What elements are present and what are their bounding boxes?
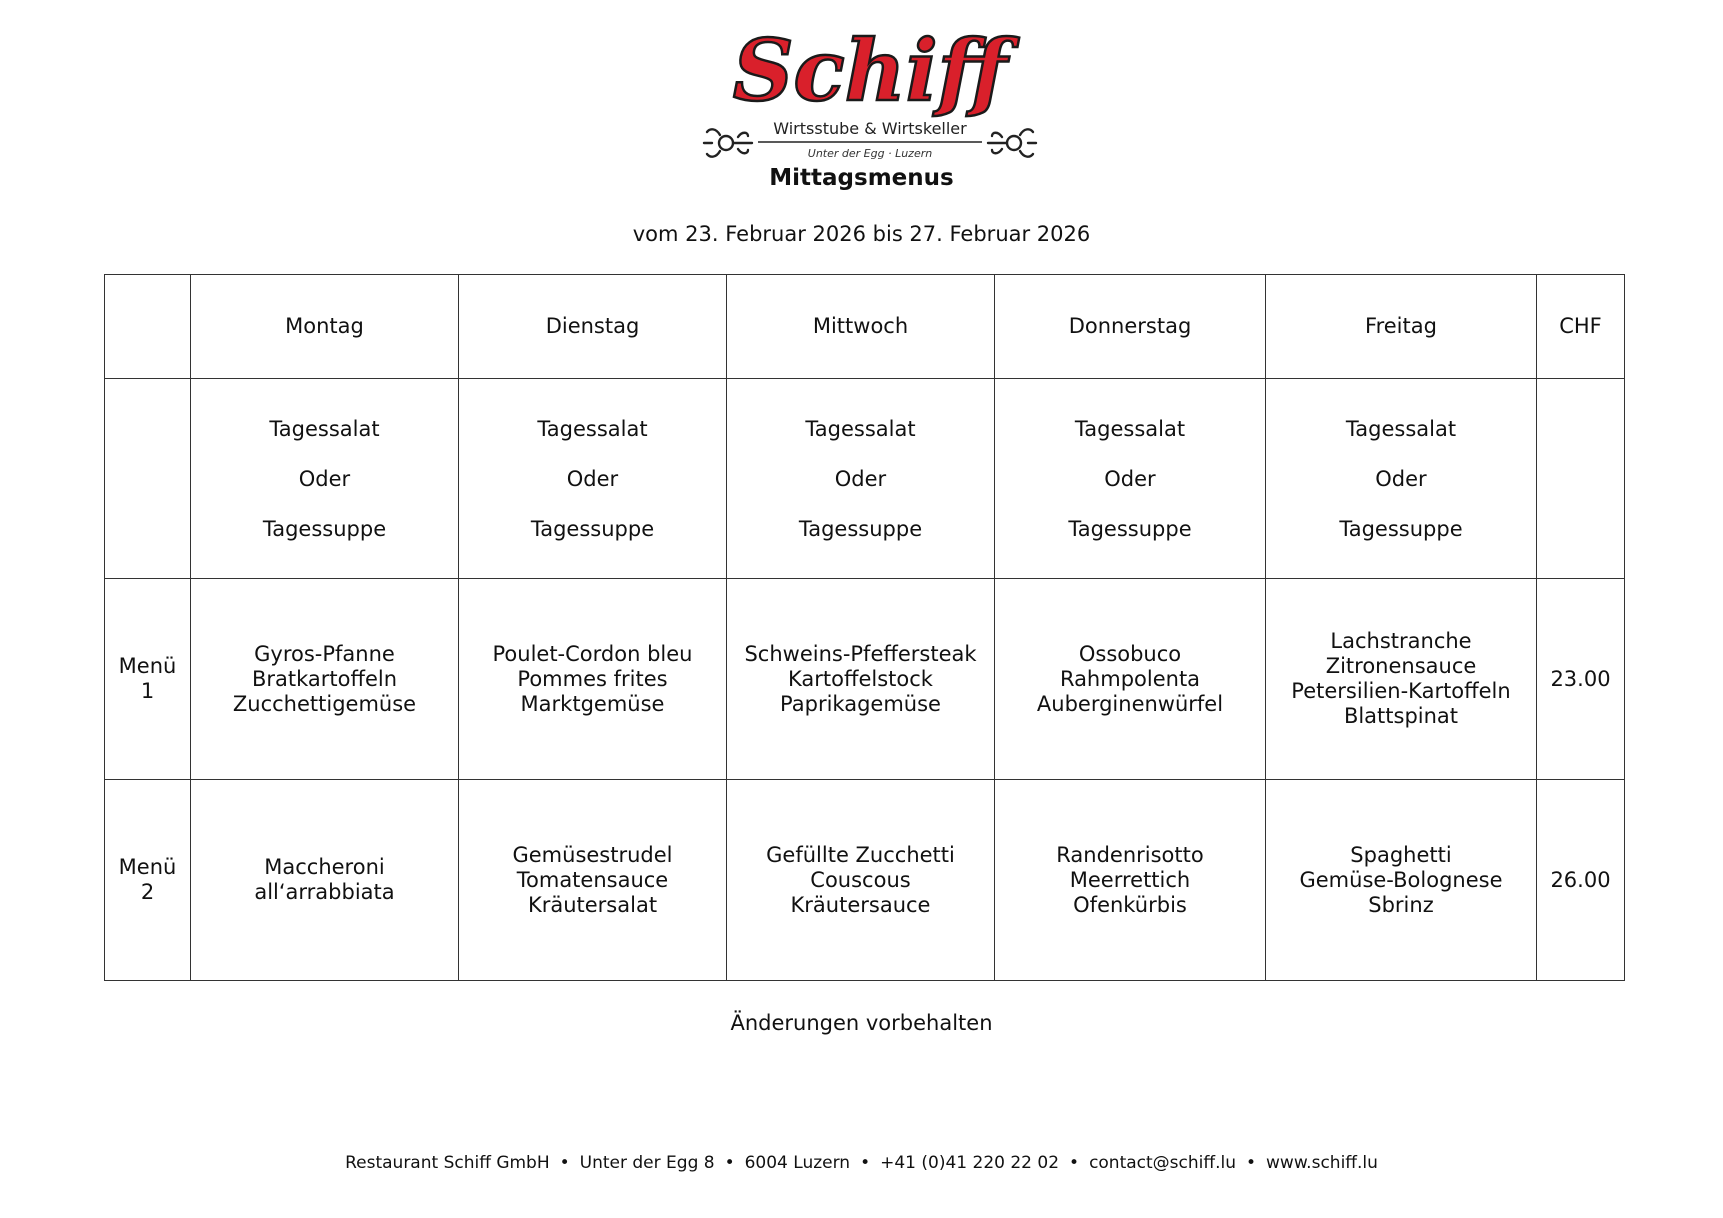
disclaimer: Änderungen vorbehalten [730,1011,993,1035]
menu-label-number: 2 [140,880,155,904]
starter-line: Tagessuppe [530,516,655,541]
dish-line: Zucchettigemüse [232,691,417,716]
dish-line: Pommes frites [517,666,668,691]
footer-website: www.schiff.lu [1266,1153,1378,1173]
menu-2-monday [191,780,459,981]
footer-separator: • [1069,1153,1080,1173]
ornament-left-icon [704,129,752,156]
dish-line: Paprikagemüse [780,691,941,716]
starter-cell-thursday [995,379,1266,579]
logo-location: Unter der Egg · Luzern [807,147,933,160]
starter-price [1537,379,1625,579]
dish-line: Poulet-Cordon bleu [492,641,693,666]
dish-line: Gyros-Pfanne [254,641,395,666]
menu-2-friday [1266,780,1537,981]
dish-line: Tomatensauce [516,867,669,892]
logo-graphic [700,18,1040,168]
menu-label-number: 1 [140,679,155,703]
dish-line: Schweins-Pfeffersteak [744,641,977,666]
logo-tagline: Wirtsstube & Wirtskeller [773,119,967,138]
table-header-row [105,275,1625,379]
dish-line: Kräutersalat [527,892,658,917]
footer-separator: • [1246,1153,1257,1173]
starter-line: Tagessuppe [798,516,923,541]
footer-city: 6004 Luzern [744,1153,851,1173]
footer-separator: • [860,1153,871,1173]
starter-row [105,379,1625,579]
dish-line: Ossobuco [1078,641,1182,666]
footer-company: Restaurant Schiff GmbH [345,1153,550,1173]
starter-cell-tuesday [459,379,727,579]
dish-line: Spaghetti [1350,842,1452,867]
footer-separator: • [559,1153,570,1173]
day-header-tuesday: Dienstag [459,275,727,379]
dish-line: Ofenkürbis [1073,892,1187,917]
dish-line: Auberginenwürfel [1036,691,1224,716]
dish-line: Blattspinat [1343,704,1459,728]
starter-cell-monday [191,379,459,579]
dish-line: Kräutersauce [790,892,931,917]
menu-1-monday [191,579,459,780]
dish-line: Gefüllte Zucchetti [766,842,955,867]
menu-2-thursday [995,780,1266,981]
dish-line: Gemüsestrudel [512,842,673,867]
menu-1-label [105,579,191,780]
starter-label [105,379,191,579]
menu-label-line: Menü [118,855,177,879]
dish-line: Couscous [810,867,911,892]
day-header-thursday: Donnerstag [995,275,1266,379]
starter-line: Tagessalat [537,416,648,441]
dish-line: all‘arrabbiata [254,880,395,904]
corner-cell [105,275,191,379]
ornament-right-icon [988,129,1036,156]
day-header-monday: Montag [191,275,459,379]
starter-cell-wednesday [727,379,995,579]
footer-separator: • [724,1153,735,1173]
dish-line: Gemüse-Bolognese [1299,867,1503,892]
menu-1-wednesday [727,579,995,780]
menu-2-tuesday [459,780,727,981]
dish-line: Meerrettich [1069,867,1191,892]
starter-line: Oder [1104,466,1156,491]
starter-line: Tagessalat [1074,416,1186,441]
date-range: vom 23. Februar 2026 bis 27. Februar 2026 [632,222,1091,246]
dish-line: Lachstranche [1330,629,1472,653]
menu-1-row [105,579,1625,780]
dish-line: Randenrisotto [1056,842,1204,867]
footer [0,1153,1723,1173]
footer-email: contact@schiff.lu [1089,1153,1236,1173]
starter-line: Tagessalat [1345,416,1457,441]
dish-line: Sbrinz [1368,892,1434,917]
starter-cell-friday [1266,379,1537,579]
dish-line: Kartoffelstock [788,666,933,691]
logo [700,18,1040,168]
price-header: CHF [1537,275,1625,379]
menu-1-thursday [995,579,1266,780]
menu-table [104,274,1625,981]
starter-line: Oder [566,466,619,491]
starter-line: Tagessuppe [1339,516,1463,541]
menu-1-price: 23.00 [1537,579,1625,780]
page-title: Mittagsmenus [769,165,954,191]
menu-2-price: 26.00 [1537,780,1625,981]
menu-2-row [105,780,1625,981]
footer-phone: +41 (0)41 220 22 02 [880,1153,1060,1173]
dish-line: Zitronensauce [1325,654,1477,678]
dish-line: Bratkartoffeln [251,666,398,691]
day-header-wednesday: Mittwoch [727,275,995,379]
day-header-friday: Freitag [1266,275,1537,379]
starter-line: Oder [298,466,351,491]
menu-2-wednesday [727,780,995,981]
menu-label-line: Menü [118,654,177,678]
menu-2-label [105,780,191,981]
dish-line: Rahmpolenta [1059,666,1201,691]
starter-line: Tagessuppe [1068,516,1192,541]
starter-line: Tagessalat [269,416,380,441]
dish-line: Marktgemüse [520,691,665,716]
starter-line: Tagessalat [805,416,916,441]
dish-line: Maccheroni [264,855,385,879]
starter-line: Tagessuppe [262,516,387,541]
menu-1-tuesday [459,579,727,780]
starter-line: Oder [834,466,887,491]
starter-line: Oder [1375,466,1427,491]
logo-brand: Schiff [732,21,1008,120]
dish-line: Petersilien-Kartoffeln [1291,679,1511,703]
menu-1-friday [1266,579,1537,780]
footer-street: Unter der Egg 8 [579,1153,715,1173]
